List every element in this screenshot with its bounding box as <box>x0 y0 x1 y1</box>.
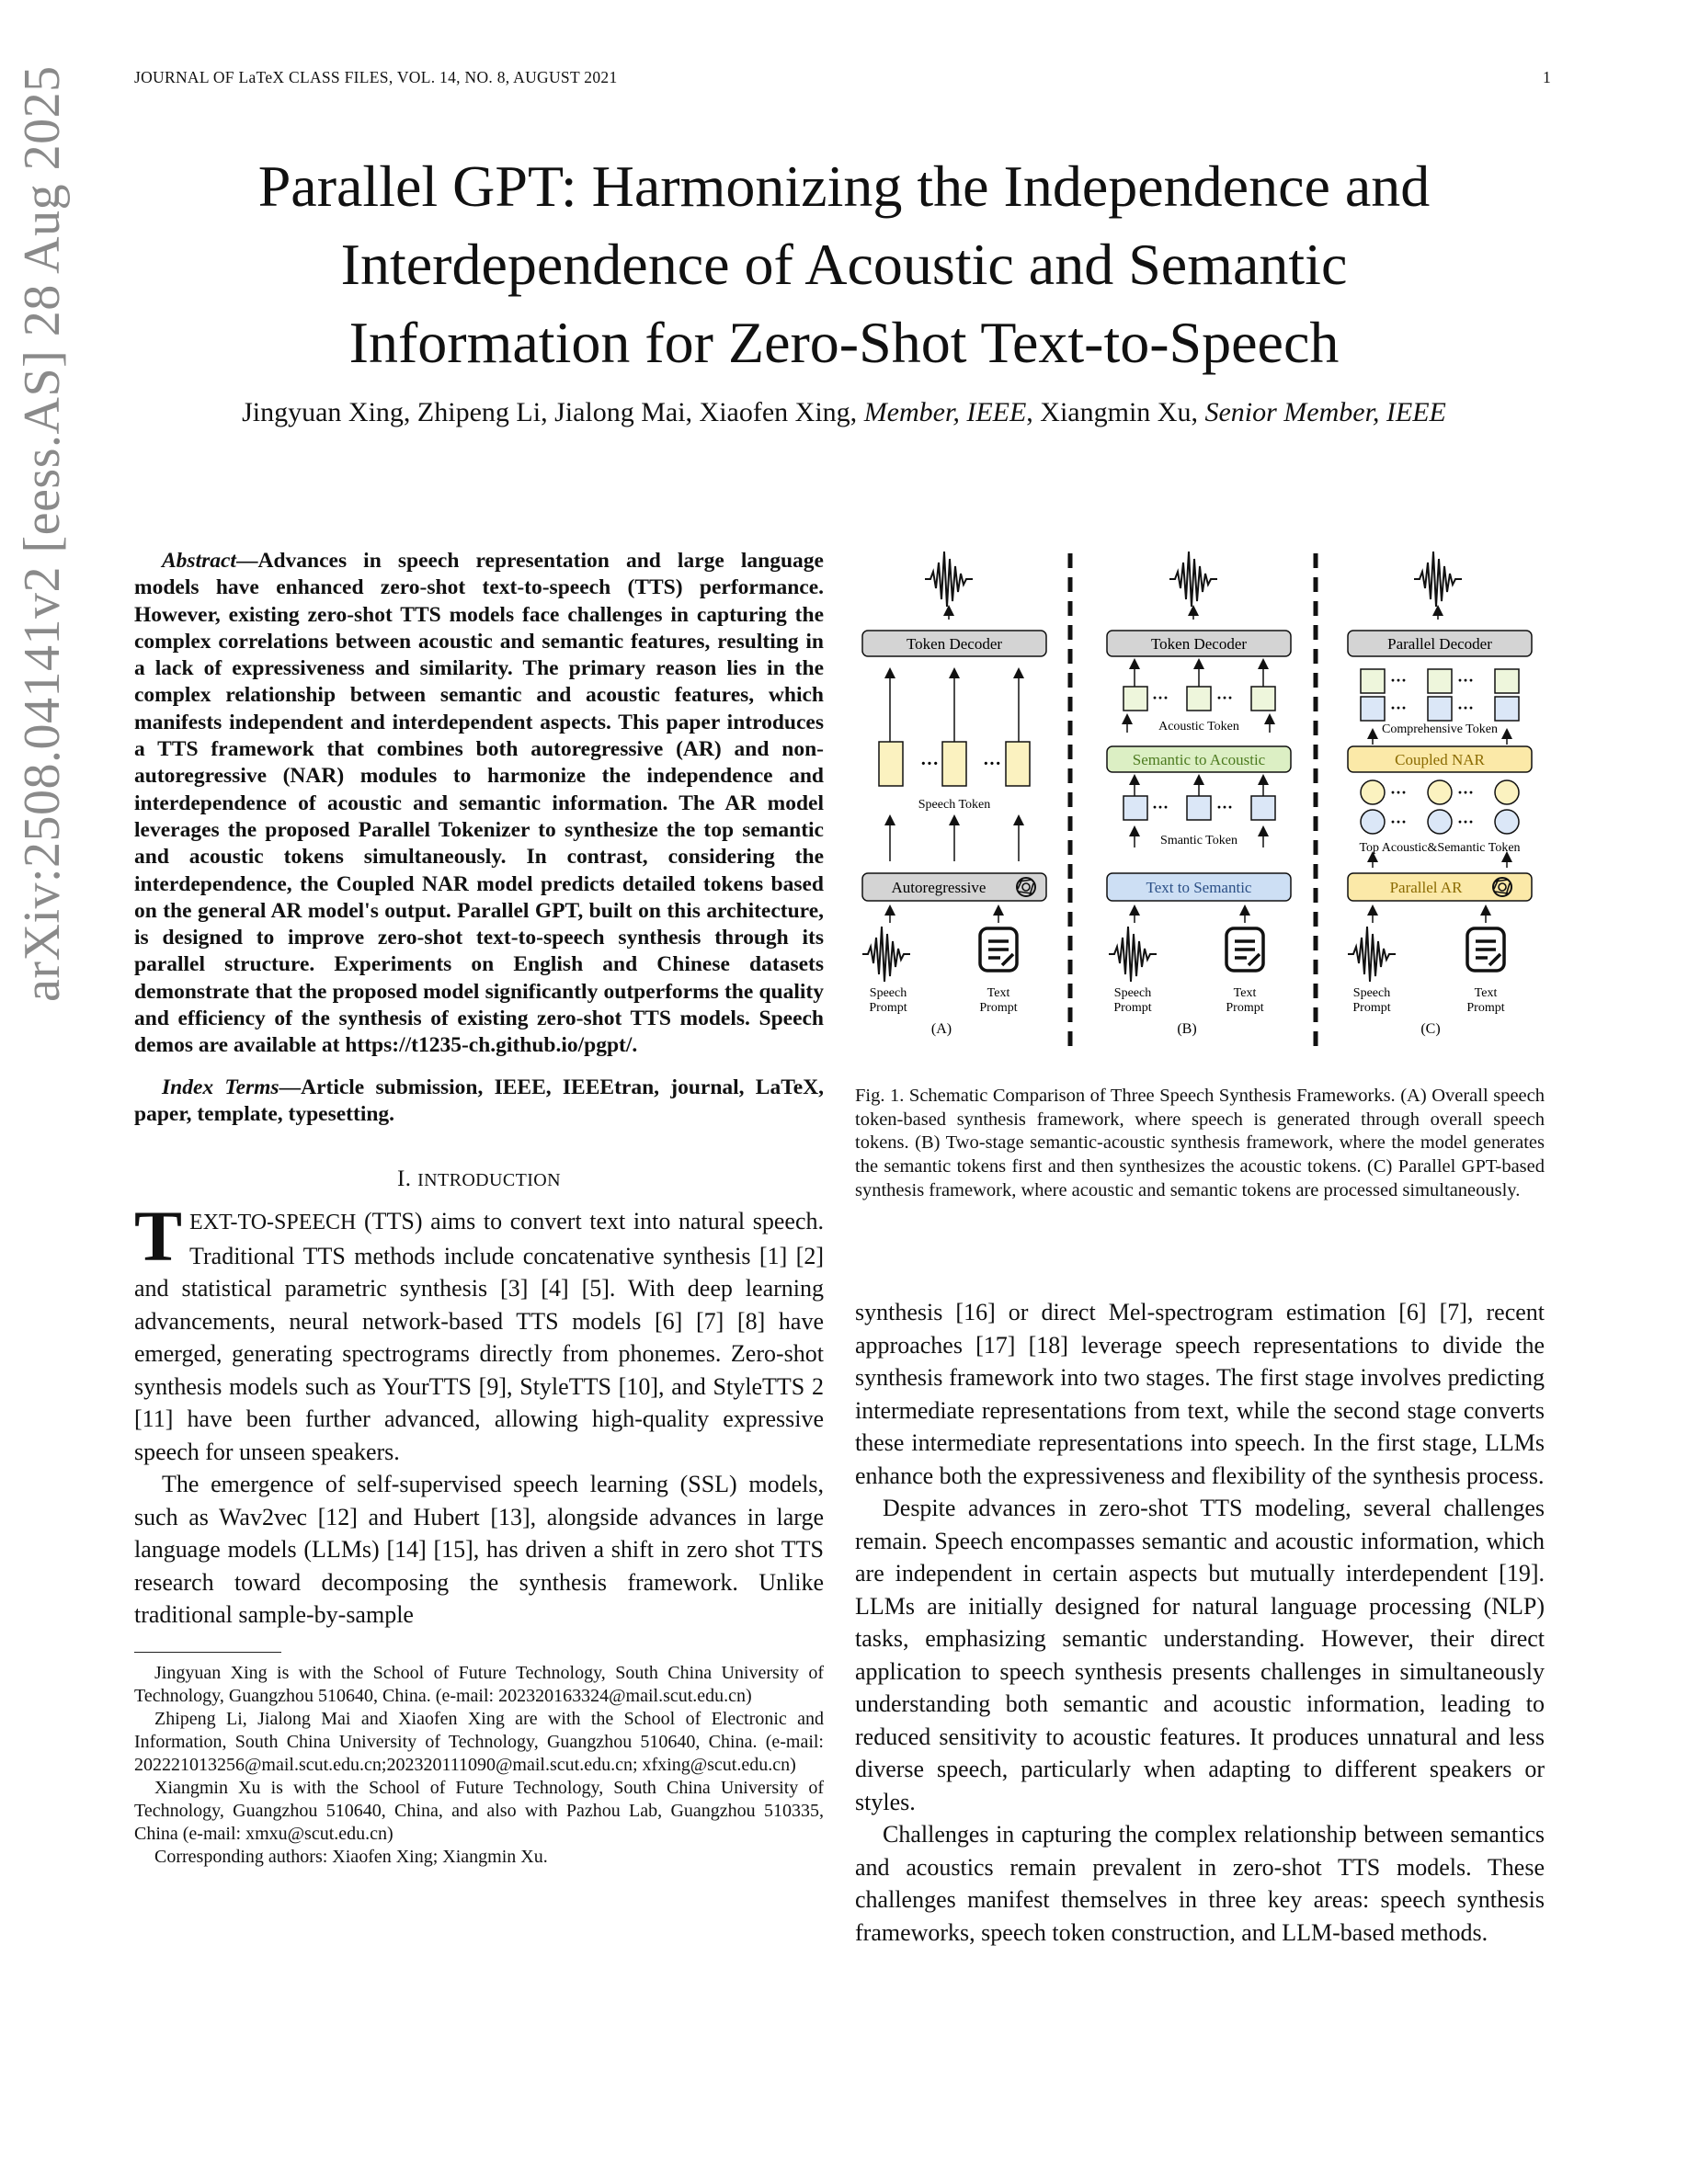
top-token <box>1428 810 1452 834</box>
text-prompt-label: Text <box>987 986 1010 1000</box>
abstract-label: Abstract <box>162 549 236 573</box>
footnote: Zhipeng Li, Jialong Mai and Xiaofen Xing are with the School of Electronic and Information, South China University of Technology, Guangzhou 510640, China. (e-mail: 202221013256@mail.scut.edu.cn;202320111090@mail.scut.edu.cn; xfxing@scut.edu.cn) <box>134 1708 824 1775</box>
panel-c <box>1348 552 1532 1037</box>
svg-text:···: ··· <box>1216 798 1234 816</box>
panel-tag: (B) <box>1177 1021 1197 1037</box>
speech-token <box>942 742 966 786</box>
acoustic-token <box>1123 687 1147 711</box>
svg-text:···: ··· <box>920 754 940 774</box>
speech-token <box>879 742 903 786</box>
semantic-token-label: Smantic Token <box>1160 834 1237 847</box>
comprehensive-token <box>1428 669 1452 693</box>
paragraph-text: (TTS) aims to convert text into natural speech. Traditional TTS methods include concatenative synthesis [1] [2] and statistical parametric synthesis [3] [4] [5]. With deep learning advancements, neural network-based TTS models [6] [7] [8] have emerged, generating spectrograms directly from phonemes. Zero-shot synthesis models such as YourTTS [9], StyleTTS [10], and StyleTTS 2 [11] have been further advanced, allowing high-quality expressive speech for unseen speakers. <box>134 1208 824 1465</box>
intro-paragraph: synthesis [16] or direct Mel-spectrogram estimation [6] [7], recent approaches [17] [18] leverage speech representations to divide the synthesis framework into two stages. The first stage involves predicting intermediate representations from text, while the second stage converts these intermediate representations into speech. In the first stage, LLMs enhance both the expressiveness and flexibility of the synthesis process. <box>855 1299 1545 1489</box>
arxiv-identifier: arXiv:2508.04141v2 [eess.AS] 28 Aug 2025 <box>14 65 71 1002</box>
parallel-decoder-label: Parallel Decoder <box>1387 635 1492 653</box>
comprehensive-token <box>1428 697 1452 721</box>
author-list <box>110 397 1578 428</box>
panel-tag: (C) <box>1420 1021 1441 1037</box>
title-line: Interdependence of Acoustic and Semantic <box>340 232 1348 297</box>
text-to-semantic-label: Text to Semantic <box>1146 879 1252 896</box>
intro-paragraph: Despite advances in zero-shot TTS modeling, several challenges remain. Speech encompasses semantic and acoustic information, which are independent in certain aspects but mutually interdependent [19]. LLMs are initially designed for natural language processing (NLP) tasks, emphasizing semantic understanding. However, their direct application to speech synthesis presents challenges in simultaneously understanding both semantic and acoustic information, leading to reduced sensitivity to acoustic features. It produces unnatural and less diverse speech, particularly when adapting to different speakers or styles. <box>855 1495 1545 1815</box>
right-column <box>855 1296 1545 1949</box>
svg-text:···: ··· <box>1390 699 1408 717</box>
svg-text:···: ··· <box>1390 813 1408 831</box>
speech-prompt-waveform-icon <box>1348 927 1396 982</box>
svg-text:Prompt: Prompt <box>1226 1001 1264 1015</box>
page-number: 1 <box>1543 68 1551 86</box>
svg-text:···: ··· <box>1457 783 1475 802</box>
index-terms-label: Index Terms <box>162 1075 279 1099</box>
comprehensive-token-label: Comprehensive Token <box>1382 722 1498 736</box>
abstract <box>134 548 824 1060</box>
svg-text:···: ··· <box>1152 798 1169 816</box>
comprehensive-token <box>1361 697 1385 721</box>
author-role: Member, IEEE <box>863 397 1027 427</box>
index-terms-text: —Article submission, IEEE, IEEEtran, journal, LaTeX, paper, template, typesetting. <box>134 1075 825 1126</box>
panel-b <box>1107 552 1291 1037</box>
svg-text:···: ··· <box>1457 813 1475 831</box>
speech-prompt-label: Speech <box>1352 986 1391 1000</box>
semantic-to-acoustic-label: Semantic to Acoustic <box>1132 751 1266 768</box>
semantic-token <box>1187 796 1211 820</box>
framework-diagram <box>851 544 1548 1059</box>
text-prompt-label: Text <box>1474 986 1498 1000</box>
speech-prompt-label: Speech <box>1113 986 1152 1000</box>
svg-text:Prompt: Prompt <box>979 1001 1018 1015</box>
comprehensive-token <box>1495 669 1519 693</box>
comprehensive-token <box>1495 697 1519 721</box>
section-title: INTRODUCTION <box>417 1170 561 1191</box>
svg-text:Prompt: Prompt <box>1352 1001 1391 1015</box>
svg-text:···: ··· <box>1390 783 1408 802</box>
footnote: Xiangmin Xu is with the School of Future Technology, South China University of Technology, Guangzhou 510640, China, and also with Pazhou Lab, Guangzhou 510335, China (e-mail: xmxu@scut.edu.cn) <box>134 1777 824 1844</box>
output-waveform-icon <box>1169 552 1217 607</box>
svg-text:···: ··· <box>1152 688 1169 707</box>
speech-prompt-waveform-icon <box>1109 927 1157 982</box>
autoregressive-label: Autoregressive <box>891 879 987 896</box>
speech-prompt-label: Speech <box>869 986 907 1000</box>
footnote-rule <box>134 1652 281 1653</box>
top-token <box>1361 810 1385 834</box>
left-column <box>134 548 824 1869</box>
output-waveform-icon <box>925 552 973 607</box>
panel-tag: (A) <box>930 1021 952 1037</box>
text-prompt-label: Text <box>1233 986 1257 1000</box>
author-role: Senior Member, IEEE <box>1204 397 1446 427</box>
figure-caption: Fig. 1. Schematic Comparison of Three Speech Synthesis Frameworks. (A) Overall speech token-based synthesis framework, where speech is generated through overall speech tokens. (B) Two-stage semantic-acoustic synthesis framework, where the model generates the semantic tokens first and then synthesizes the acoustic tokens. (C) Parallel GPT-based synthesis framework, where acoustic and semantic tokens are processed simultaneously. <box>855 1086 1545 1200</box>
token-decoder-label: Token Decoder <box>906 635 1003 653</box>
top-token-label: Top Acoustic&Semantic Token <box>1359 841 1521 855</box>
output-waveform-icon <box>1414 552 1462 607</box>
top-token <box>1361 780 1385 804</box>
abstract-text: —Advances in speech representation and large language models have enhanced zero-shot text-to-speech (TTS) performance. However, existing zero-shot TTS models face challenges in capturing the complex correlations between acoustic and semantic features, resulting in a lack of expressiveness and similarity. The primary reason lies in the complex relationship between semantic and acoustic features, which manifests independent and interdependent aspects. This paper introduces a TTS framework that combines both autoregressive (AR) and non-autoregressive (NAR) modules to harmonize the independence and interdependence of acoustic and semantic information. The AR model leverages the proposed Parallel Tokenizer to synthesize the top semantic and acoustic tokens simultaneously. In contrast, considering the interdependence, the Coupled NAR model predicts detailed tokens based on the general AR model's output. Parallel GPT, built on this architecture, is designed to improve zero-shot text-to-speech synthesis through its parallel structure. Experiments on English and Chinese datasets demonstrate that the proposed model significantly outperforms the quality and efficiency of the synthesis of existing zero-shot TTS models. Speech demos are available at https://t1235-ch.github.io/pgpt/. <box>134 549 824 1058</box>
speech-token <box>1006 742 1030 786</box>
text-prompt-doc-icon <box>1226 928 1263 971</box>
index-terms <box>134 1075 824 1129</box>
footnote: Corresponding authors: Xiaofen Xing; Xiangmin Xu. <box>154 1846 548 1867</box>
running-head: JOURNAL OF LaTeX CLASS FILES, VOL. 14, NO. 8, AUGUST 2021 <box>134 68 618 86</box>
acoustic-token-label: Acoustic Token <box>1158 720 1239 734</box>
top-token <box>1495 780 1519 804</box>
semantic-token <box>1123 796 1147 820</box>
svg-text:Prompt: Prompt <box>1466 1001 1505 1015</box>
comprehensive-token <box>1361 669 1385 693</box>
top-token <box>1428 780 1452 804</box>
section-number: I. <box>397 1166 418 1192</box>
speech-token-label: Speech Token <box>918 798 991 812</box>
top-token <box>1495 810 1519 834</box>
speech-prompt-waveform-icon <box>862 927 910 982</box>
footnote: Jingyuan Xing is with the School of Future Technology, South China University of Technology, Guangzhou 510640, China. (e-mail: 202320163324@mail.scut.edu.cn) <box>134 1662 824 1706</box>
intro-paragraph <box>134 1196 824 1468</box>
paper-title <box>110 147 1578 381</box>
svg-text:Prompt: Prompt <box>869 1001 907 1015</box>
acoustic-token <box>1251 687 1275 711</box>
dropcap: T <box>134 1196 183 1277</box>
text-prompt-doc-icon <box>1467 928 1504 971</box>
svg-text:···: ··· <box>983 754 1002 774</box>
title-line: Parallel GPT: Harmonizing the Independence and <box>257 154 1431 219</box>
figure-1 <box>851 544 1548 1059</box>
author-names: , Xiangmin Xu, <box>1026 397 1205 427</box>
svg-text:···: ··· <box>1216 688 1234 707</box>
acoustic-token <box>1187 687 1211 711</box>
intro-paragraph: Challenges in capturing the complex relationship between semantics and acoustics remain prevalent in zero-shot TTS models. These challenges manifest themselves in three key areas: speech synthesis frameworks, speech token construction, and LLM-based methods. <box>855 1821 1545 1946</box>
panel-a <box>862 552 1046 1037</box>
author-names: Jingyuan Xing, Zhipeng Li, Jialong Mai, Xiaofen Xing, <box>242 397 864 427</box>
parallel-ar-label: Parallel AR <box>1389 879 1463 896</box>
svg-text:···: ··· <box>1390 671 1408 689</box>
lead-words: EXT-TO-SPEECH <box>189 1211 357 1235</box>
semantic-token <box>1251 796 1275 820</box>
svg-text:Prompt: Prompt <box>1113 1001 1152 1015</box>
intro-paragraph: The emergence of self-supervised speech learning (SSL) models, such as Wav2vec [12] and Hubert [13], alongside advances in large language models (LLMs) [14] [15], has driven a shift in zero shot TTS research toward decomposing the synthesis framework. Unlike traditional sample-by-sample <box>134 1471 824 1629</box>
token-decoder-label: Token Decoder <box>1150 635 1248 653</box>
section-heading <box>134 1166 824 1192</box>
svg-text:···: ··· <box>1457 699 1475 717</box>
title-line: Information for Zero-Shot Text-to-Speech <box>348 310 1340 375</box>
svg-text:···: ··· <box>1457 671 1475 689</box>
coupled-nar-label: Coupled NAR <box>1395 751 1485 768</box>
text-prompt-doc-icon <box>980 928 1017 971</box>
